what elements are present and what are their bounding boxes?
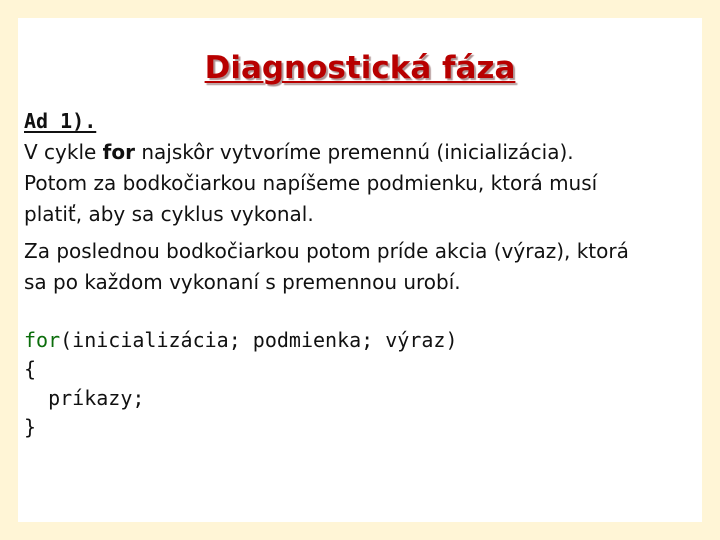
code-signature: (inicializácia; podmienka; výraz) (60, 328, 458, 352)
paragraph-1-line-3: platiť, aby sa cyklus vykonal. (24, 202, 314, 226)
code-open-brace: { (24, 357, 37, 381)
slide-title (18, 48, 702, 88)
section-heading (24, 106, 694, 137)
slide (18, 18, 702, 522)
paragraph-1-line-1 (24, 137, 694, 168)
paragraph-1-text-start: V cykle (24, 140, 103, 164)
code-body: príkazy; (24, 386, 145, 410)
paragraph-2-line-2: sa po každom vykonaní s premennou urobí. (24, 270, 461, 294)
paragraph-1-text-end: najskôr vytvoríme premennú (inicializácia). (134, 140, 574, 164)
for-keyword: for (102, 140, 135, 164)
slide-body (24, 106, 694, 442)
code-line-signature (24, 326, 694, 355)
slide-title-text: Diagnostická fáza (204, 50, 516, 86)
paragraph-2-line-1: Za poslednou bodkočiarkou potom príde akcia (výraz), ktorá (24, 239, 629, 263)
code-close-brace: } (24, 415, 37, 439)
paragraph-1-line-2: Potom za bodkočiarkou napíšeme podmienku, ktorá musí (24, 171, 598, 195)
code-block (24, 326, 694, 442)
code-for-keyword: for (24, 328, 61, 352)
section-heading-text: Ad 1). (24, 109, 97, 133)
